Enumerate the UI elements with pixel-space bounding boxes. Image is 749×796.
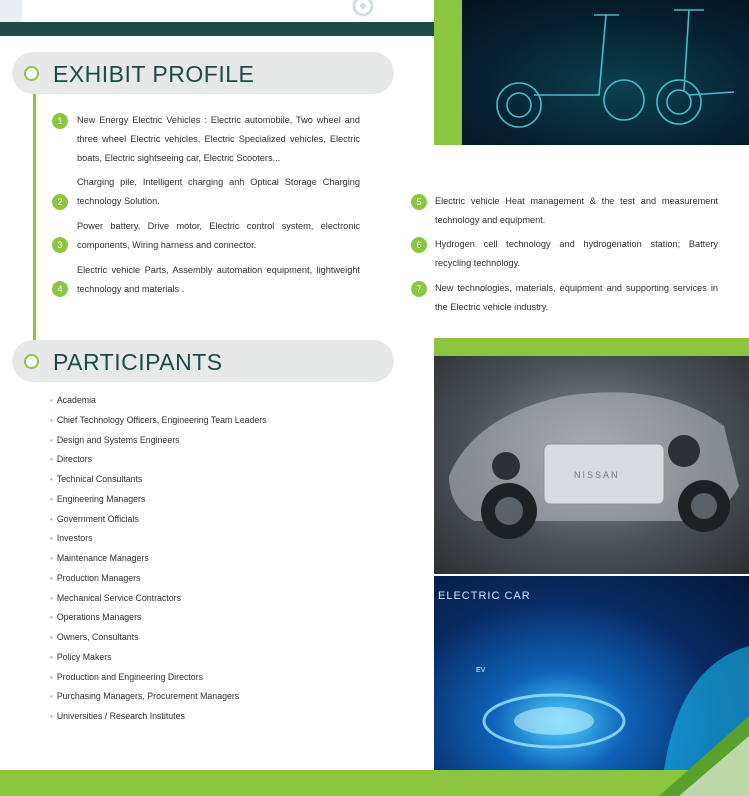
item-number-badge: 4 — [52, 281, 68, 297]
ev-image-title: ELECTRIC CAR — [438, 590, 531, 602]
scooter-illustration — [434, 0, 749, 145]
exhibit-item-3: Power battery, Drive motor, Electric control system, electronic components, Wiring harness and connector. — [77, 221, 360, 250]
green-accent-strip — [434, 0, 462, 145]
exhibit-item-4: Electric vehicle Parts, Assembly automation equipment, lightweight technology and materials . — [77, 265, 360, 294]
list-item: • Maintenance Managers — [50, 553, 149, 563]
list-item: • Universities / Research Institutes — [50, 711, 185, 721]
timeline-line — [33, 73, 36, 360]
electric-car-chassis-image — [434, 356, 749, 574]
participants-list — [50, 391, 267, 727]
exhibit-item-1: New Energy Electric Vehicles : Electric automobile, Two wheel and three wheel Electric vehicles, Electric Specialized vehicles, Electric boats, Electric sightseeing car, Electric Scooters... — [77, 115, 360, 163]
item-number-badge: 2 — [52, 194, 68, 210]
list-item: • Academia — [50, 395, 96, 405]
list-item: • Purchasing Managers, Procurement Managers — [50, 691, 240, 702]
exhibit-item-6: Hydrogen cell technology and hydrogenation station; Battery recycling technology. — [435, 239, 718, 268]
corner-decoration-highlight — [679, 736, 749, 796]
timeline-node-icon — [24, 66, 39, 81]
list-item: • Directors — [50, 454, 93, 465]
list-item: • Production Managers — [50, 572, 141, 583]
top-dark-bar — [0, 22, 434, 36]
scooter-image — [434, 0, 749, 145]
participants-title: PARTICIPANTS — [53, 349, 223, 375]
timeline-node-icon — [24, 354, 39, 369]
exhibit-item-7: New technologies, materials, equipment and supporting services in the Electric vehicle industry. — [435, 283, 718, 312]
list-item: • Investors — [50, 533, 93, 544]
exhibit-item-5: Electric vehicle Heat management & the test and measurement technology and equipment. — [435, 196, 718, 225]
item-number-badge: 3 — [52, 237, 68, 253]
item-number-badge: 6 — [411, 237, 427, 253]
item-number-badge: 5 — [411, 194, 427, 210]
list-item: • Production and Engineering Directors — [50, 671, 204, 682]
gear-icon — [345, 0, 381, 20]
list-item: • Operations Managers — [50, 612, 142, 623]
exhibit-profile-title: EXHIBIT PROFILE — [53, 61, 255, 87]
list-item: • Engineering Managers — [50, 493, 146, 504]
bottom-green-bar — [0, 770, 749, 796]
list-item: • Policy Makers — [50, 651, 112, 662]
ev-label: EV — [476, 667, 486, 674]
item-number-badge: 7 — [411, 281, 427, 297]
exhibit-item-2: Charging pile, Intelligent charging anh Optical Storage Charging technology Solution. — [77, 177, 360, 206]
top-banner-edge — [0, 0, 22, 22]
car-chassis-illustration — [434, 356, 749, 574]
list-item: • Owners, Consultants — [50, 632, 139, 642]
list-item: • Government Officials — [50, 513, 139, 524]
list-item: • Design and Systems Engineers — [50, 434, 180, 445]
list-item: • Chief Technology Officers, Engineering Team Leaders — [50, 414, 267, 425]
list-item: • Technical Consultants — [50, 474, 143, 484]
green-accent-band — [434, 338, 749, 356]
car-brand-label: NISSAN — [574, 470, 620, 480]
item-number-badge: 1 — [52, 113, 68, 129]
list-item: • Mechanical Service Contractors — [50, 592, 181, 603]
